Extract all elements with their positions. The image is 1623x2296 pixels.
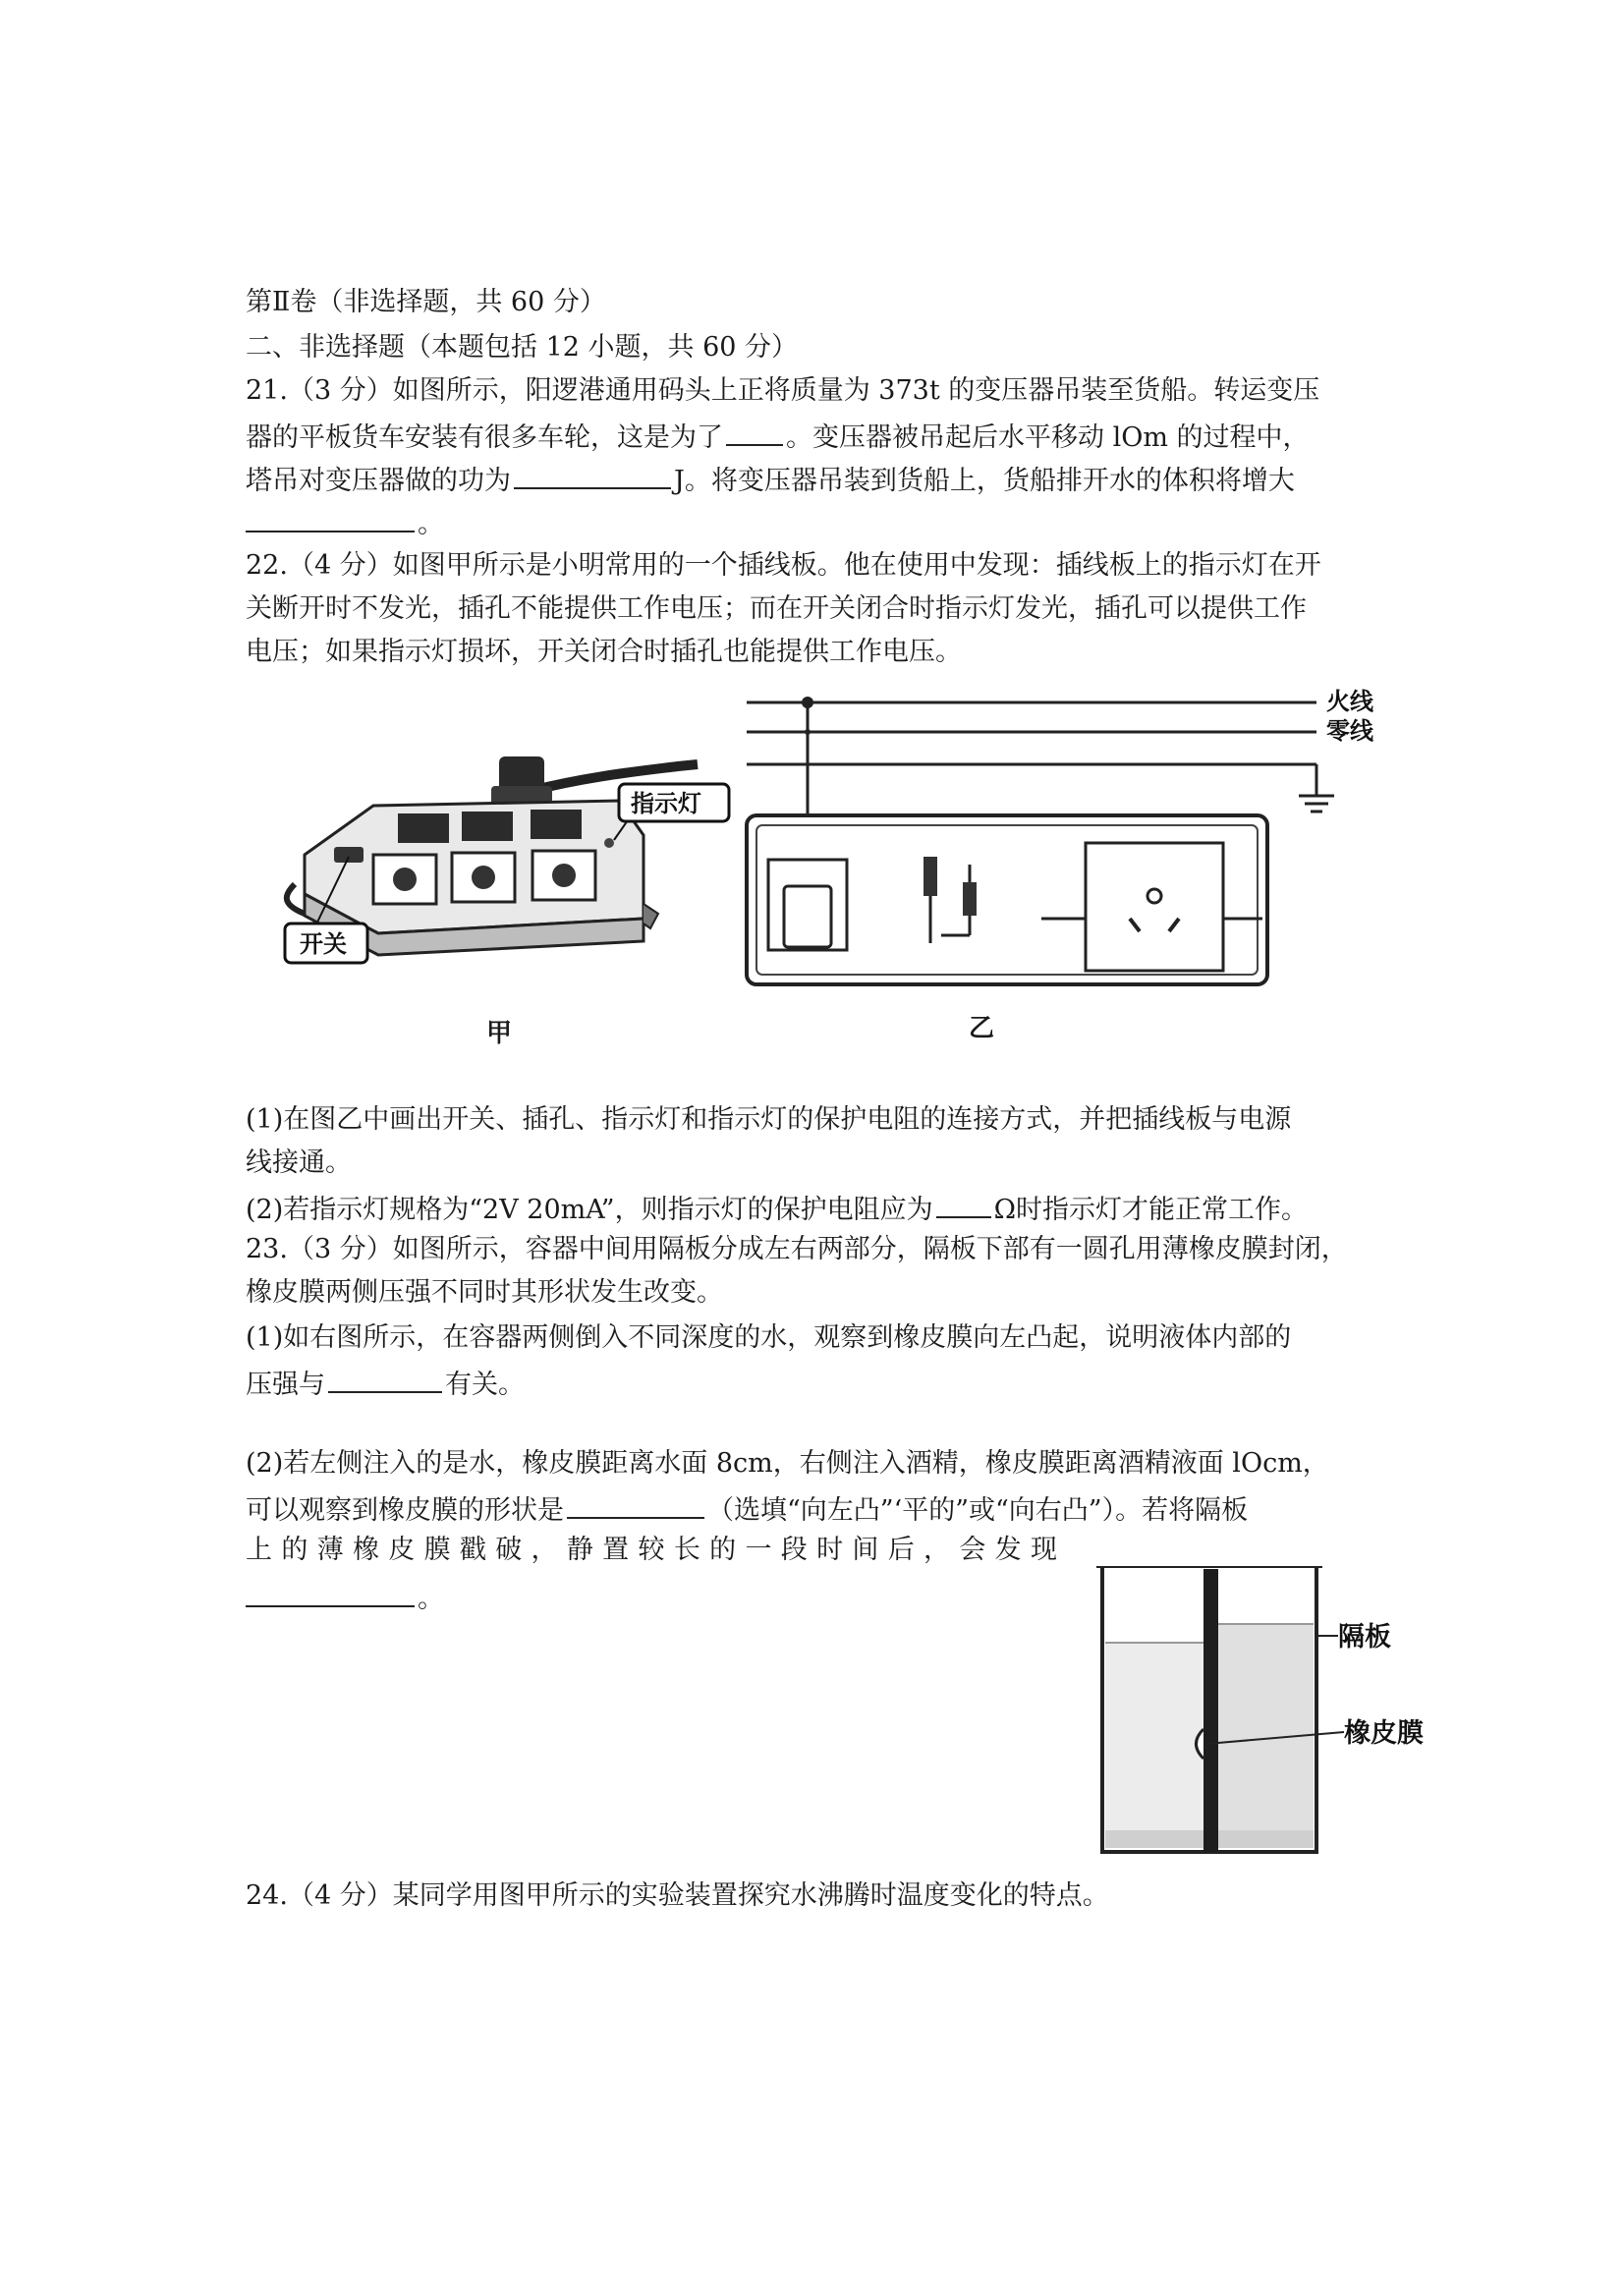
q23-answer-blank-2[interactable] xyxy=(567,1491,704,1519)
section-title: 第Ⅱ卷（非选择题，共 60 分） xyxy=(246,287,606,317)
q22-part2-line xyxy=(246,1191,1385,1226)
q24-line-1: 24.（4 分）某同学用图甲所示的实验装置探究水沸腾时温度变化的特点。 xyxy=(246,1880,1109,1911)
q21-text: 器的平板货车安装有很多车轮，这是为了 xyxy=(246,422,723,453)
q23-part1-line-1: (1)如右图所示，在容器两侧倒入不同深度的水，观察到橡皮膜向左凸起，说明液体内部的 xyxy=(246,1322,1292,1353)
q21-answer-blank-2[interactable] xyxy=(514,462,671,489)
q23-text: （选填“向左凸”‘平的”或“向右凸”）。若将隔板 xyxy=(707,1495,1249,1526)
q21-text: 。变压器被吊起后水平移动 lOm 的过程中， xyxy=(786,422,1310,453)
q21-line-2 xyxy=(246,419,1385,454)
partition-label: 隔板 xyxy=(1338,1622,1391,1652)
neutral-wire-label: 零线 xyxy=(1326,717,1373,745)
q23-text: 压强与 xyxy=(246,1370,325,1400)
q23-answer-blank-3[interactable] xyxy=(246,1580,415,1607)
q23-text: 。 xyxy=(418,1584,444,1614)
section-subtitle: 二、非选择题（本题包括 12 小题，共 60 分） xyxy=(246,332,799,363)
power-strip-figure xyxy=(265,747,737,1051)
q23-line-1: 23.（3 分）如图所示，容器中间用隔板分成左右两部分，隔板下部有一圆孔用薄橡皮膜封闭， xyxy=(246,1234,1348,1264)
q23-part2-line-3: 上的薄橡皮膜戳破，静置较长的一段时间后，会发现 xyxy=(246,1535,1063,1565)
q23-part2-line-1: (2)若左侧注入的是水，橡皮膜距离水面 8cm，右侧注入酒精，橡皮膜距离酒精液面 lOcm， xyxy=(246,1448,1329,1479)
container-figure xyxy=(1091,1557,1454,1872)
q21-line-4 xyxy=(246,505,1385,540)
q23-line-2: 橡皮膜两侧压强不同时其形状发生改变。 xyxy=(246,1277,723,1308)
q21-line-1: 21.（3 分）如图所示，阳逻港通用码头上正将质量为 373t 的变压器吊装至货船。转运变压 xyxy=(246,375,1320,406)
q22-line-3: 电压；如果指示灯损坏，开关闭合时插孔也能提供工作电压。 xyxy=(246,637,962,667)
indicator-light-callout: 指示灯 xyxy=(631,790,701,817)
q21-text: 塔吊对变压器做的功为 xyxy=(246,466,511,496)
q23-part1-line-2 xyxy=(246,1366,1385,1401)
q22-text: Ω时指示灯才能正常工作。 xyxy=(993,1195,1308,1225)
figure-caption-jia: 甲 xyxy=(486,1019,513,1048)
q23-text: 有关。 xyxy=(445,1370,525,1400)
figure-caption-yi: 乙 xyxy=(969,1014,995,1043)
q22-answer-blank[interactable] xyxy=(936,1191,991,1218)
q21-text: J。将变压器吊装到货船上，货船排开水的体积将增大 xyxy=(674,466,1295,496)
q23-part2-line-2 xyxy=(246,1491,1385,1527)
q23-answer-blank-1[interactable] xyxy=(328,1366,442,1393)
q22-part1-line-1: (1)在图乙中画出开关、插孔、指示灯和指示灯的保护电阻的连接方式，并把插线板与电源 xyxy=(246,1104,1292,1135)
q23-text: 可以观察到橡皮膜的形状是 xyxy=(246,1495,564,1526)
q22-part1-line-2: 线接通。 xyxy=(246,1148,352,1178)
q22-line-2: 关断开时不发光，插孔不能提供工作电压；而在开关闭合时指示灯发光，插孔可以提供工作 xyxy=(246,593,1307,624)
q21-answer-blank-3[interactable] xyxy=(246,505,415,532)
q21-line-3 xyxy=(246,462,1385,497)
q21-text: 。 xyxy=(418,509,444,539)
circuit-figure xyxy=(737,678,1405,1051)
membrane-label: 橡皮膜 xyxy=(1344,1718,1424,1749)
live-wire-label: 火线 xyxy=(1326,688,1373,715)
switch-callout: 开关 xyxy=(300,930,347,958)
q22-text: (2)若指示灯规格为“2V 20mA”，则指示灯的保护电阻应为 xyxy=(246,1195,933,1225)
q22-line-1: 22.（4 分）如图甲所示是小明常用的一个插线板。他在使用中发现：插线板上的指示灯在开 xyxy=(246,550,1321,581)
q21-answer-blank-1[interactable] xyxy=(726,419,783,446)
